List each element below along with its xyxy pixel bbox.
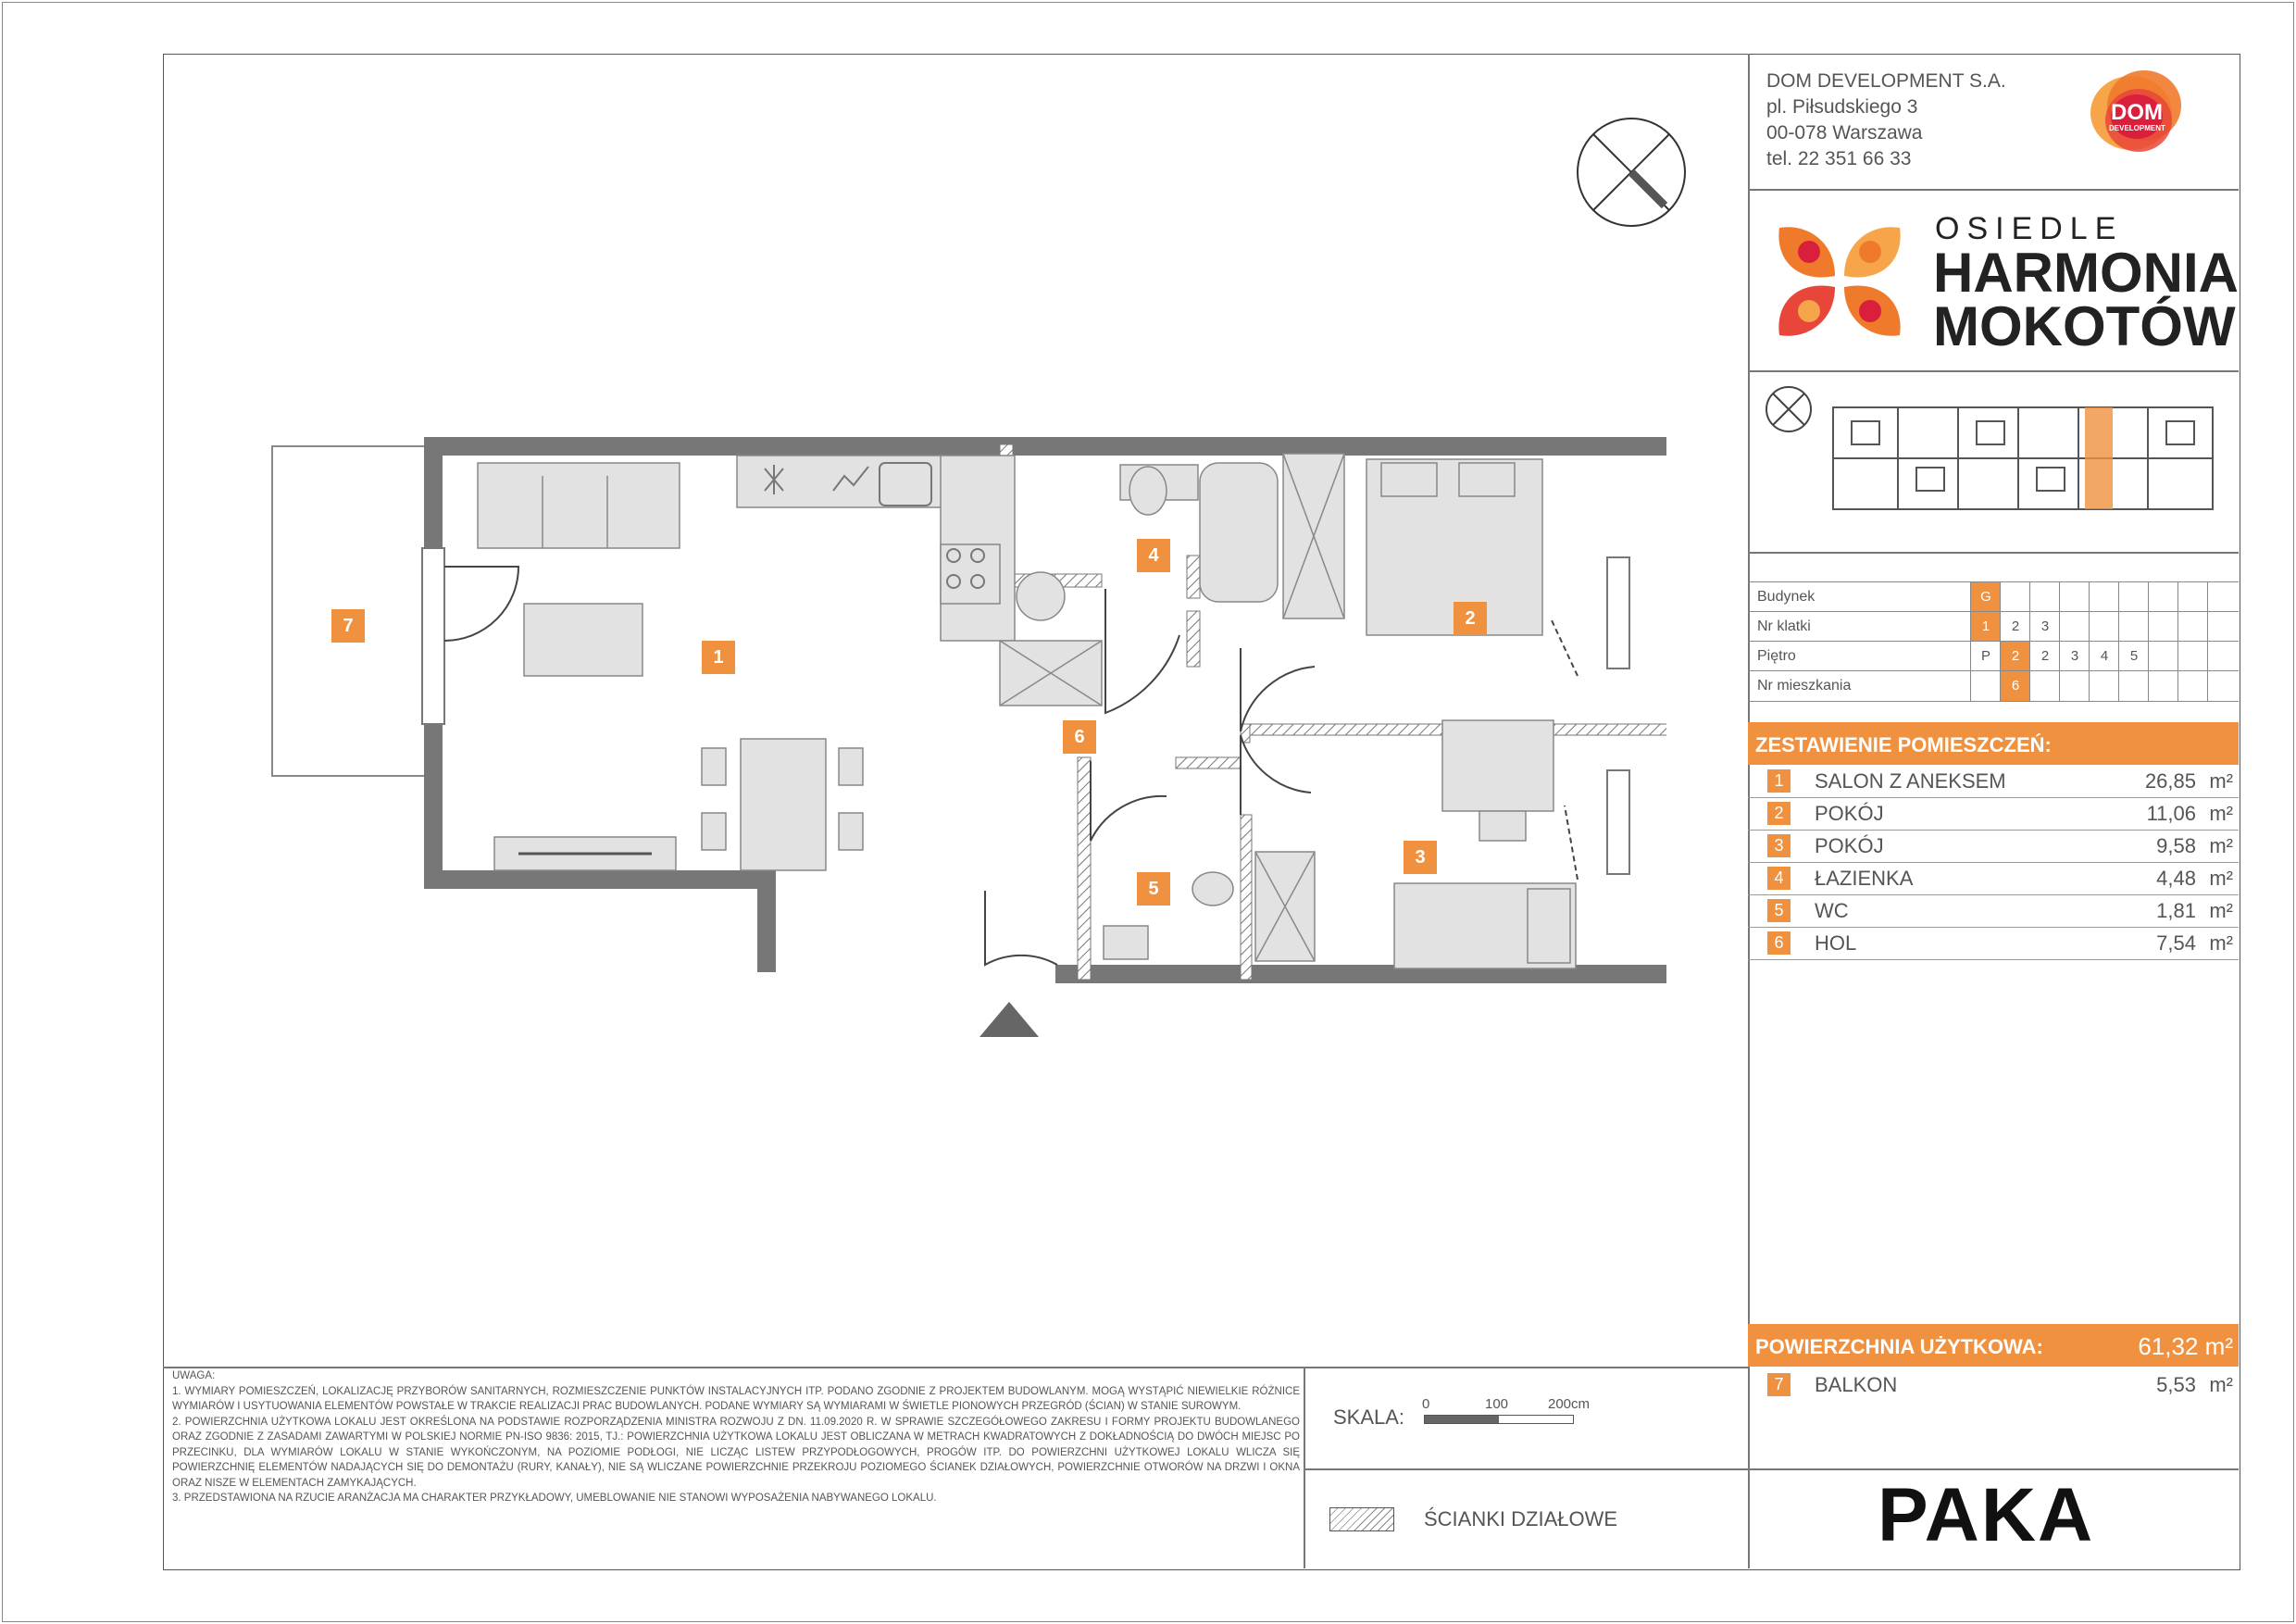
room-unit: m² [2209, 931, 2233, 955]
room-area: 4,48 [2156, 867, 2196, 890]
divider [1748, 370, 2239, 372]
room-number: 7 [1767, 1373, 1791, 1396]
room-unit: m² [2209, 769, 2233, 793]
stair-label: Nr klatki [1757, 618, 1811, 634]
floor-option: 3 [2059, 642, 2090, 671]
room-row [1748, 894, 2239, 928]
room-tag-balcony: 7 [331, 609, 365, 643]
apartment-row [1748, 670, 2239, 702]
room-tag-2: 2 [1454, 602, 1487, 635]
project-line1: OSIEDLE [1935, 211, 2124, 246]
room-number: 1 [1767, 769, 1791, 793]
usable-area-bar [1748, 1324, 2239, 1367]
apartment-label: Nr mieszkania [1757, 678, 1852, 693]
project-line3: MOKOTÓW [1933, 295, 2236, 357]
room-tag-6: 6 [1063, 720, 1096, 754]
room-area: 5,53 [2156, 1373, 2196, 1396]
divider [1304, 1468, 1748, 1470]
room-unit: m² [2209, 802, 2233, 825]
apartment-number: 6 [2000, 671, 2030, 701]
room-area: 26,85 [2144, 769, 2196, 793]
floor-plan [167, 426, 1666, 1056]
divider [1748, 552, 2239, 554]
room-name: HOL [1815, 931, 1857, 955]
divider [1748, 1468, 2239, 1470]
room-area: 1,81 [2156, 899, 2196, 922]
notes [172, 1368, 1300, 1506]
project-line2: HARMONIA [1933, 242, 2239, 304]
room-number: 6 [1767, 931, 1791, 955]
company-name: DOM DEVELOPMENT S.A. [1766, 70, 2006, 92]
floor-option: P [1970, 642, 2001, 671]
room-number: 2 [1767, 802, 1791, 825]
room-name: POKÓJ [1815, 834, 1884, 857]
paka-logo: PAKA [1878, 1473, 2095, 1557]
note-1: 1. WYMIARY POMIESZCZEŃ, LOKALIZACJĘ PRZYBORÓW SANITARNYCH, ROZMIESZCZENIE PUNKTÓW INSTALACYJNYCH ITP. PODANO ZGODNIE Z PROJEKTEM BUDOWLANYM. MOGĄ WYSTĄPIĆ NIEWIELKIE RÓŻNICE WYMIARÓW I USYTUOWANIA ELEMENTÓW POWSTAŁE W TRAKCIE REALIZACJI PRAC BUDOWLANYCH. PODANE WYMIARY SĄ WYMIARAMI W ŚWIETLE PIONOWYCH PRZEGRÓD (ŚCIAN) W STANIE SUROWYM. [172, 1385, 1300, 1412]
room-row [1748, 927, 2239, 960]
partition-hatch-swatch [1329, 1507, 1394, 1531]
room-row [1748, 765, 2239, 798]
room-tag-1: 1 [702, 641, 735, 674]
floor-option: 2 [2029, 642, 2060, 671]
room-row [1748, 797, 2239, 831]
divider [1748, 189, 2239, 191]
usable-area-label: POWIERZCHNIA UŻYTKOWA: [1755, 1335, 2043, 1358]
room-row [1748, 830, 2239, 863]
room-number: 4 [1767, 867, 1791, 890]
room-area: 7,54 [2156, 931, 2196, 955]
stair-option: 3 [2029, 612, 2060, 642]
logo-text-dom: DOM [2111, 100, 2163, 125]
balcony-row [1748, 1368, 2239, 1401]
floor-option: 4 [2089, 642, 2119, 671]
building-option: G [1970, 582, 2001, 612]
room-unit: m² [2209, 1373, 2233, 1396]
company-address [1766, 69, 2006, 172]
room-name: WC [1815, 899, 1849, 922]
compass-icon [1574, 115, 1689, 230]
room-unit: m² [2209, 834, 2233, 857]
dom-development-logo [2087, 65, 2187, 165]
room-tag-3: 3 [1404, 841, 1437, 874]
stair-row [1748, 611, 2239, 642]
floor-row [1748, 641, 2239, 671]
floor-option: 5 [2118, 642, 2149, 671]
stair-option: 2 [2000, 612, 2030, 642]
room-row [1748, 862, 2239, 895]
legend-partition-label: ŚCIANKI DZIAŁOWE [1424, 1507, 1618, 1530]
divider [1304, 1367, 1305, 1568]
note-2: 2. POWIERZCHNIA UŻYTKOWA LOKALU JEST OKREŚLONA NA PODSTAWIE ROZPORZĄDZENIA MINISTRA ROZWOJU Z DN. 11.09.2020 R. W SPRAWIE SZCZEGÓŁOWEGO ZAKRESU I FORMY PROJEKTU BUDOWLANEGO ORAZ ZGODNIE Z ZASADAMI ZAWARTYMI W POLSKIEJ NORMIE PN-ISO 9836: 2015, TJ.: POWIERZCHNIA UŻYTKOWA LOKALU JEST OBLICZANA W METRACH KWADRATOWYCH Z DOKŁADNOŚCIĄ DO DWÓCH MIEJSC PO PRZECINKU, DLA WYMIARÓW LOKALU W STANIE WYKOŃCZONYM, NA POZIOMIE PODŁOGI, NIE LICZĄC LISTEW PRZYPODŁOGOWYCH, PROGÓW ITP. DO POWIERZCHNI UŻYTKOWEJ LOKALU WLICZA SIĘ POWIERZCHNIĘ ELEMENTÓW NADAJĄCYCH SIĘ DO DEMONTAŻU (RURY, KANAŁY), NIE SĄ WLICZANE POWIERZCHNIE PRZEKROJU POZIOMEGO ŚCIANEK DZIAŁOWYCH, POWIERZCHNIE OTWORÓW NA DRZWI I OKNA ORAZ NISZE W ELEMENTACH ZAMYKAJĄCYCH. [172, 1416, 1300, 1489]
room-tag-4: 4 [1137, 539, 1170, 572]
rooms-header [1748, 722, 2239, 765]
notes-title: UWAGA: [172, 1370, 216, 1381]
room-unit: m² [2209, 867, 2233, 890]
room-unit: m² [2209, 899, 2233, 922]
scale-bar [1424, 1415, 1574, 1424]
room-number: 3 [1767, 834, 1791, 857]
note-3: 3. PRZEDSTAWIONA NA RZUCIE ARANŻACJA MA CHARAKTER PRZYKŁADOWY, UMEBLOWANIE NIE STANOWI WYPOSAŻENIA NABYWANEGO LOKALU. [172, 1493, 937, 1504]
floor-option: 2 [2000, 642, 2030, 671]
company-street: pl. Piłsudskiego 3 [1766, 96, 1918, 118]
room-name: POKÓJ [1815, 802, 1884, 825]
scale-tick-0: 0 [1422, 1396, 1430, 1412]
room-area: 9,58 [2156, 834, 2196, 857]
scale-tick-100: 100 [1485, 1396, 1509, 1412]
company-phone: tel. 22 351 66 33 [1766, 148, 1912, 169]
logo-text-development: DEVELOPMENT [2109, 124, 2165, 132]
harmonia-flower-logo [1770, 209, 1909, 354]
company-city: 00-078 Warszawa [1766, 122, 1923, 144]
scale-tick-200: 200cm [1548, 1396, 1591, 1412]
room-name: BALKON [1815, 1373, 1898, 1396]
key-plan [1759, 380, 2231, 546]
scale-label: SKALA: [1333, 1405, 1405, 1429]
room-area: 11,06 [2146, 802, 2196, 825]
building-row [1748, 581, 2239, 612]
rooms-header-text: ZESTAWIENIE POMIESZCZEŃ: [1755, 733, 2052, 756]
floor-label: Piętro [1757, 648, 1796, 664]
room-number: 5 [1767, 899, 1791, 922]
building-label: Budynek [1757, 589, 1816, 605]
room-name: ŁAZIENKA [1815, 867, 1914, 890]
usable-area-value: 61,32 m² [2138, 1332, 2233, 1360]
room-tag-5: 5 [1137, 872, 1170, 906]
room-name: SALON Z ANEKSEM [1815, 769, 2006, 793]
stair-option: 1 [1970, 612, 2001, 642]
